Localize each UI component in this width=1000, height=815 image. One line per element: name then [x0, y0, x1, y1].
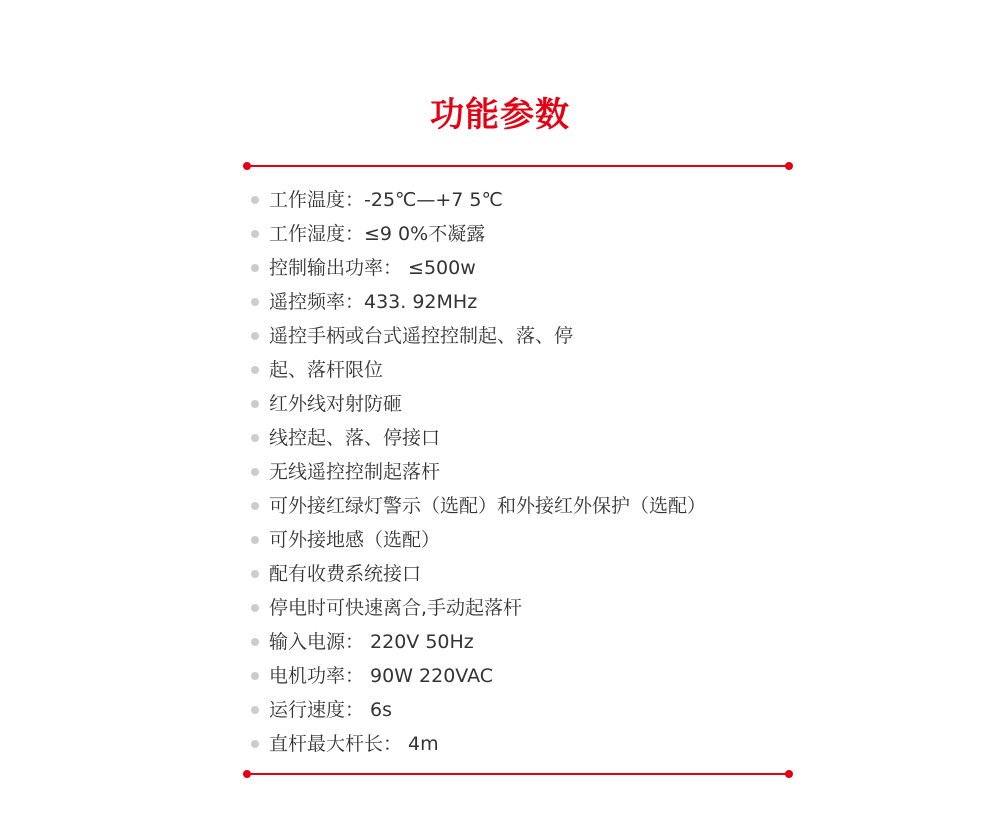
bullet-icon: [251, 604, 259, 612]
spec-item: [248, 251, 808, 285]
spec-text: 红外线对射防砸: [269, 393, 403, 415]
divider-dot: [243, 770, 251, 778]
spec-item: [248, 455, 808, 489]
bullet-icon: [251, 740, 259, 748]
spec-text: 停电时可快速离合,手动起落杆: [269, 597, 523, 619]
spec-item: [248, 285, 808, 319]
spec-item: [248, 727, 808, 761]
bottom-divider: [246, 773, 790, 775]
spec-text: 输入电源： 220V 50Hz: [269, 631, 474, 653]
spec-text: 工作温度：-25℃—+7 5℃: [269, 189, 503, 211]
spec-text: 遥控手柄或台式遥控控制起、落、停: [269, 325, 574, 347]
spec-item: [248, 693, 808, 727]
bullet-icon: [251, 672, 259, 680]
spec-text: 运行速度： 6s: [269, 699, 393, 721]
bullet-icon: [251, 264, 259, 272]
spec-text: 工作湿度：≤9 0%不凝露: [269, 223, 486, 245]
spec-item: [248, 591, 808, 625]
top-divider: [246, 165, 790, 167]
bullet-icon: [251, 298, 259, 306]
bullet-icon: [251, 366, 259, 374]
spec-item: [248, 217, 808, 251]
bullet-icon: [251, 332, 259, 340]
bullet-icon: [251, 230, 259, 238]
spec-text: 线控起、落、停接口: [269, 427, 441, 449]
spec-item: [248, 489, 808, 523]
divider-dot: [243, 162, 251, 170]
bullet-icon: [251, 434, 259, 442]
spec-text: 可外接红绿灯警示（选配）和外接红外保护（选配）: [269, 495, 707, 517]
spec-item: [248, 625, 808, 659]
spec-text: 可外接地感（选配）: [269, 529, 441, 551]
bullet-icon: [251, 468, 259, 476]
bullet-icon: [251, 502, 259, 510]
spec-text: 起、落杆限位: [269, 359, 384, 381]
spec-list: [248, 183, 808, 761]
bullet-icon: [251, 536, 259, 544]
bullet-icon: [251, 706, 259, 714]
bullet-icon: [251, 638, 259, 646]
spec-item: [248, 421, 808, 455]
spec-item: [248, 659, 808, 693]
spec-text: 配有收费系统接口: [269, 563, 422, 585]
bullet-icon: [251, 400, 259, 408]
spec-text: 无线遥控控制起落杆: [269, 461, 441, 483]
divider-dot: [785, 770, 793, 778]
spec-text: 控制输出功率： ≤500w: [269, 257, 476, 279]
page-title: 功能参数: [430, 95, 570, 135]
spec-text: 直杆最大杆长： 4m: [269, 733, 439, 755]
spec-text: 遥控频率：433. 92MHz: [269, 291, 478, 313]
bullet-icon: [251, 570, 259, 578]
spec-text: 电机功率： 90W 220VAC: [269, 665, 494, 687]
spec-item: [248, 557, 808, 591]
bullet-icon: [251, 196, 259, 204]
divider-dot: [785, 162, 793, 170]
spec-item: [248, 319, 808, 353]
spec-item: [248, 523, 808, 557]
spec-item: [248, 353, 808, 387]
spec-item: [248, 183, 808, 217]
spec-item: [248, 387, 808, 421]
